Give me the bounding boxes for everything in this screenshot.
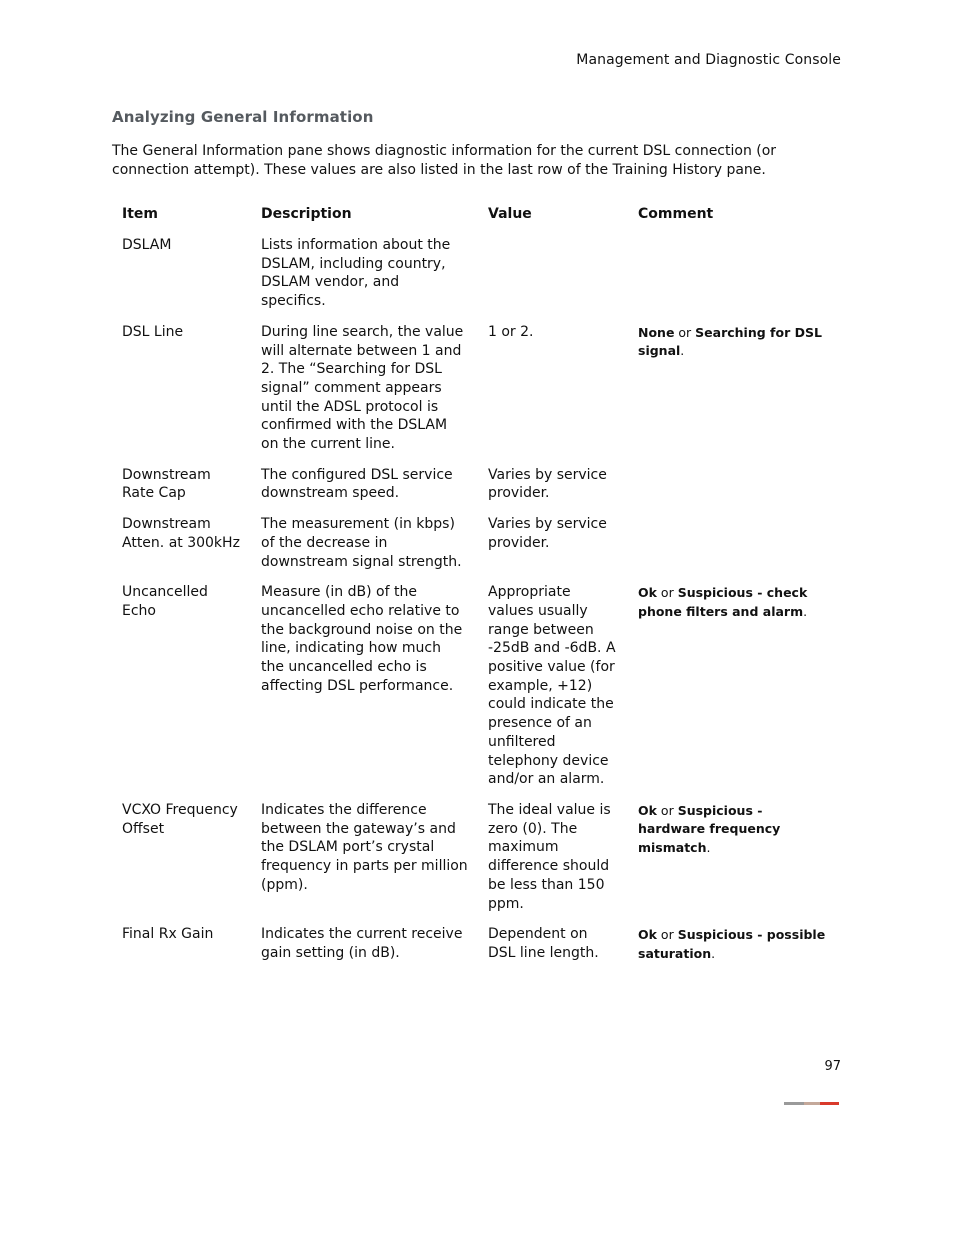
cell-description: Indicates the current receive gain setting (in dB). <box>261 926 463 961</box>
comment-end: . <box>706 839 711 855</box>
info-table-container <box>112 202 842 975</box>
table-row <box>112 236 842 323</box>
table-row <box>112 466 842 515</box>
footer-decorative-bar <box>784 1102 839 1105</box>
column-header-item: Item <box>122 206 158 222</box>
cell-item: Final Rx Gain <box>122 926 214 943</box>
cell-item: Uncancelled Echo <box>122 584 208 619</box>
comment-or: or <box>656 802 678 818</box>
cell-value <box>478 236 628 323</box>
cell-value: Dependent on DSL line length. <box>488 926 599 961</box>
cell-comment <box>628 515 842 583</box>
comment-end: . <box>711 945 716 961</box>
cell-comment <box>628 925 842 975</box>
table-row <box>112 515 842 583</box>
column-header-description: Description <box>261 206 352 222</box>
comment-status-a: None <box>638 324 675 340</box>
footer-bar-segment <box>820 1102 839 1105</box>
intro-paragraph: The General Information pane shows diagnostic information for the current DSL connection (or connection attempt). These values are also listed in the last row of the Training History pane. <box>112 143 777 178</box>
cell-value: Varies by service provider. <box>488 516 607 551</box>
column-header-value: Value <box>488 206 532 222</box>
comment-status-b: Suspicious - hardware frequency mismatch <box>638 802 781 855</box>
cell-value: The ideal value is zero (0). The maximum difference should be less than 150 ppm. <box>488 801 611 912</box>
cell-description: The configured DSL service downstream speed. <box>261 466 453 502</box>
comment-status-b: Searching for DSL signal <box>638 324 822 359</box>
cell-comment <box>628 583 842 801</box>
footer-bar-segment <box>784 1102 804 1105</box>
table-row <box>112 323 842 466</box>
comment-status-a: Ok <box>638 927 657 943</box>
comment-status-b: Suspicious - check phone filters and alarm <box>638 585 808 619</box>
cell-comment <box>628 236 842 323</box>
comment-end: . <box>680 343 685 359</box>
running-header: Management and Diagnostic Console <box>576 52 841 68</box>
footer-bar-segment <box>804 1102 820 1105</box>
cell-item: VCXO Frequency Offset <box>122 801 238 837</box>
comment-status-b: Suspicious - possible saturation <box>638 927 826 961</box>
general-info-table <box>112 202 842 975</box>
comment-or: or <box>656 585 678 601</box>
comment-or: or <box>674 324 696 340</box>
comment-status-a: Ok <box>638 802 657 818</box>
cell-value: Appropriate values usually range between -25dB and -6dB. A positive value (for example, +12) could indicate the presence of an unfiltered telephony device and/or an alarm. <box>488 584 616 788</box>
cell-description: During line search, the value will alternate between 1 and 2. The “Searching for DSL signal” comment appears until the ADSL protocol is confirmed with the DSLAM on the current line. <box>261 323 464 453</box>
section-heading: Analyzing General Information <box>112 108 374 126</box>
comment-or: or <box>656 927 678 943</box>
cell-description: Lists information about the DSLAM, including country, DSLAM vendor, and specifics. <box>261 237 451 310</box>
cell-description: The measurement (in kbps) of the decrease in downstream signal strength. <box>261 516 462 570</box>
cell-comment <box>628 466 842 515</box>
cell-description: Measure (in dB) of the uncancelled echo relative to the background noise on the line, indicating how much the uncancelled echo is affecting DSL performance. <box>261 584 463 694</box>
table-header-row <box>112 202 842 236</box>
table-row <box>112 801 842 925</box>
comment-status-a: Ok <box>638 585 657 601</box>
table-row <box>112 925 842 975</box>
page-number: 97 <box>824 1059 841 1074</box>
cell-value: 1 or 2. <box>488 323 534 340</box>
cell-item: Downstream Atten. at 300kHz <box>122 516 240 551</box>
cell-item: Downstream Rate Cap <box>122 466 211 502</box>
comment-end: . <box>803 603 808 619</box>
cell-description: Indicates the difference between the gateway’s and the DSLAM port’s crystal frequency in parts per million (ppm). <box>261 801 468 893</box>
cell-comment <box>628 801 842 925</box>
cell-item: DSL Line <box>122 323 184 340</box>
cell-value: Varies by service provider. <box>488 466 607 502</box>
cell-item: DSLAM <box>122 237 172 253</box>
cell-comment <box>628 323 842 466</box>
column-header-comment: Comment <box>638 206 714 222</box>
table-row <box>112 583 842 801</box>
